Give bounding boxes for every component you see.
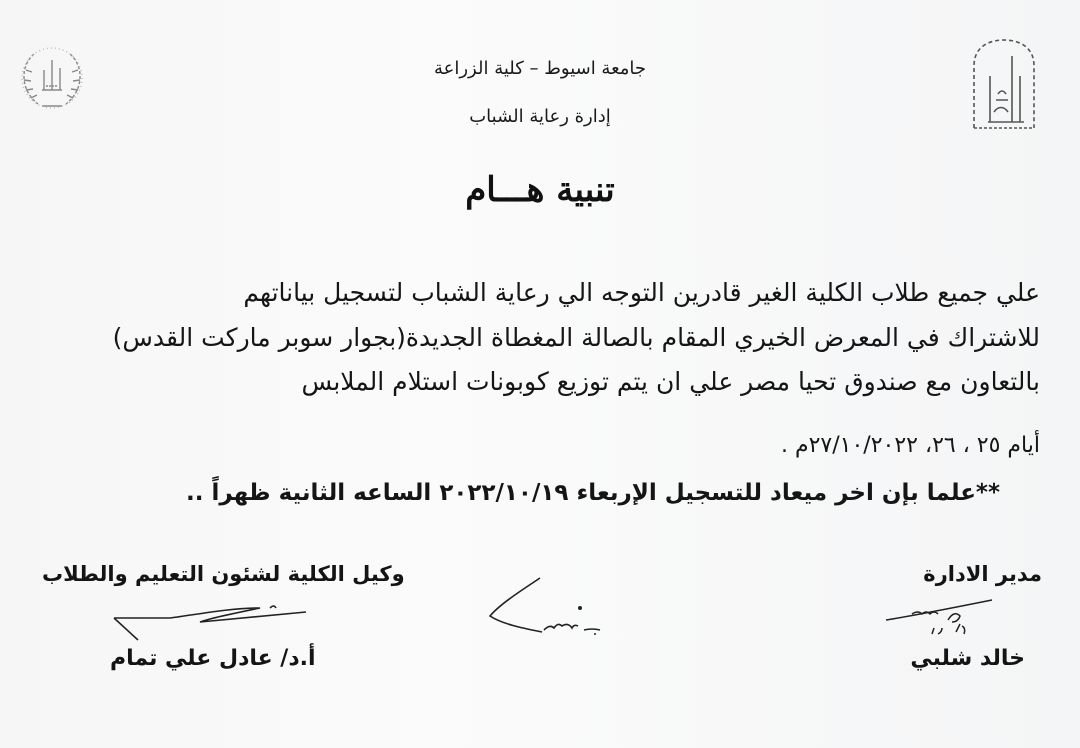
notice-body-line-3: بالتعاون مع صندوق تحيا مصر علي ان يتم توزيع كوبونات استلام الملابس [301, 367, 1040, 396]
distribution-dates: أيام ٢٥ ، ٢٦، ٢٧/١٠/٢٠٢٢م . [781, 433, 1040, 458]
vice-dean-signature-icon [110, 604, 310, 644]
registration-deadline-note: **علما بإن اخر ميعاد للتسجيل الإربعاء ٢٠٢٢/١٠/١٩ الساعه الثانية ظهراً .. [186, 480, 1000, 506]
notice-title: تنبية هـــام [465, 170, 615, 210]
director-signature-icon [882, 598, 1002, 642]
middle-signature-icon [482, 574, 622, 644]
director-name: خالد شلبي [910, 646, 1025, 671]
director-title: مدير الادارة [923, 562, 1042, 586]
university-faculty-heading: جامعة اسيوط – كلية الزراعة [433, 58, 647, 79]
department-heading: إدارة رعاية الشباب [469, 106, 611, 127]
notice-body-line-1: علي جميع طلاب الكلية الغير قادرين التوجه الي رعاية الشباب لتسجيل بياناتهم [243, 278, 1040, 307]
vice-dean-title: وكيل الكلية لشئون التعليم والطلاب [42, 562, 405, 586]
notice-body-line-2: للاشتراك في المعرض الخيري المقام بالصالة المغطاة الجديدة(بجوار سوبر ماركت القدس) [112, 323, 1040, 352]
vice-dean-name: أ.د/ عادل علي تمام [110, 646, 316, 671]
